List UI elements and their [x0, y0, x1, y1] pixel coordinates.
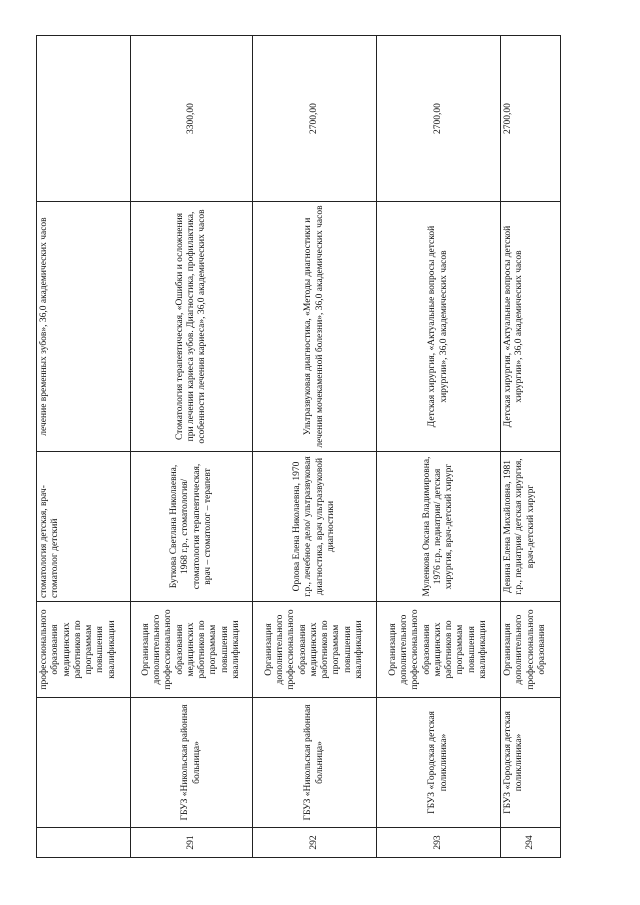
rotated-page — [36, 36, 560, 858]
price-cell: 2700,00 — [501, 36, 561, 202]
organization-cell: Организация дополнительного профессионального образования — [501, 602, 561, 698]
table-row — [37, 36, 131, 858]
institution-cell: ГБУЗ «Никольская районная больница» — [253, 698, 377, 828]
row-number: 294 — [501, 828, 561, 858]
row-number: 292 — [253, 828, 377, 858]
organization-cell: профессионального образования медицинских работников по программам повышения квалификации — [37, 602, 131, 698]
institution-cell: ГБУЗ «Никольская районная больница» — [131, 698, 253, 828]
institution-cell: ГБУЗ «Городская детская поликлиника» — [501, 698, 561, 828]
person-cell: Орлова Елена Николаевна, 1970 г.р., лечебное дело/ ультразвуковая диагностика, врач ультразвуковой диагностики — [253, 452, 377, 602]
person-cell: Девина Елена Михайловна, 1981 г.р., педиатрия/ детская хирургия, врач-детский хирург — [501, 452, 561, 602]
table-row — [501, 36, 561, 858]
person-cell: стоматология детская, врач-стоматолог детский — [37, 452, 131, 602]
course-cell: Детская хирургия, «Актуальные вопросы детской хирургии», 36,0 академических часов — [501, 202, 561, 452]
row-number: 293 — [377, 828, 501, 858]
person-cell: Муленкова Оксана Владимировна, 1976 г.р., педиатрия/ детская хирургия, врач-детский хирург — [377, 452, 501, 602]
row-number — [37, 828, 131, 858]
course-cell: Ультразвуковая диагностика, «Методы диагностики и лечения мочекаменной болезни», 36,0 академических часов — [253, 202, 377, 452]
person-cell: Буткова Светлана Николаевна, 1968 г.р., стоматология/ стоматология терапевтическая, врач – стоматолог – терапевт — [131, 452, 253, 602]
organization-cell: Организация дополнительного профессионального образования медицинских работников по программам повышения квалификации — [131, 602, 253, 698]
institution-cell — [37, 698, 131, 828]
courses-table — [36, 35, 561, 858]
row-number: 291 — [131, 828, 253, 858]
course-cell: Детская хирургия, «Актуальные вопросы детской хирургии», 36,0 академических часов — [377, 202, 501, 452]
price-cell — [37, 36, 131, 202]
course-cell: Стоматология терапевтическая, «Ошибки и осложнения при лечении кариеса зубов. Диагностика, профилактика, особенности лечения кариеса», 36,0 академических часов — [131, 202, 253, 452]
organization-cell: Организация дополнительного профессионального образования медицинских работников по программам повышения квалификации — [253, 602, 377, 698]
table-row — [253, 36, 377, 858]
table-row — [377, 36, 501, 858]
rotated-table-container — [36, 36, 560, 858]
price-cell: 3300,00 — [131, 36, 253, 202]
price-cell: 2700,00 — [377, 36, 501, 202]
table-row — [131, 36, 253, 858]
institution-cell: ГБУЗ «Городская детская поликлиника» — [377, 698, 501, 828]
price-cell: 2700,00 — [253, 36, 377, 202]
organization-cell: Организация дополнительного профессионального образования медицинских работников по программам повышения квалификации — [377, 602, 501, 698]
course-cell: лечение временных зубов», 36,0 академических часов — [37, 202, 131, 452]
